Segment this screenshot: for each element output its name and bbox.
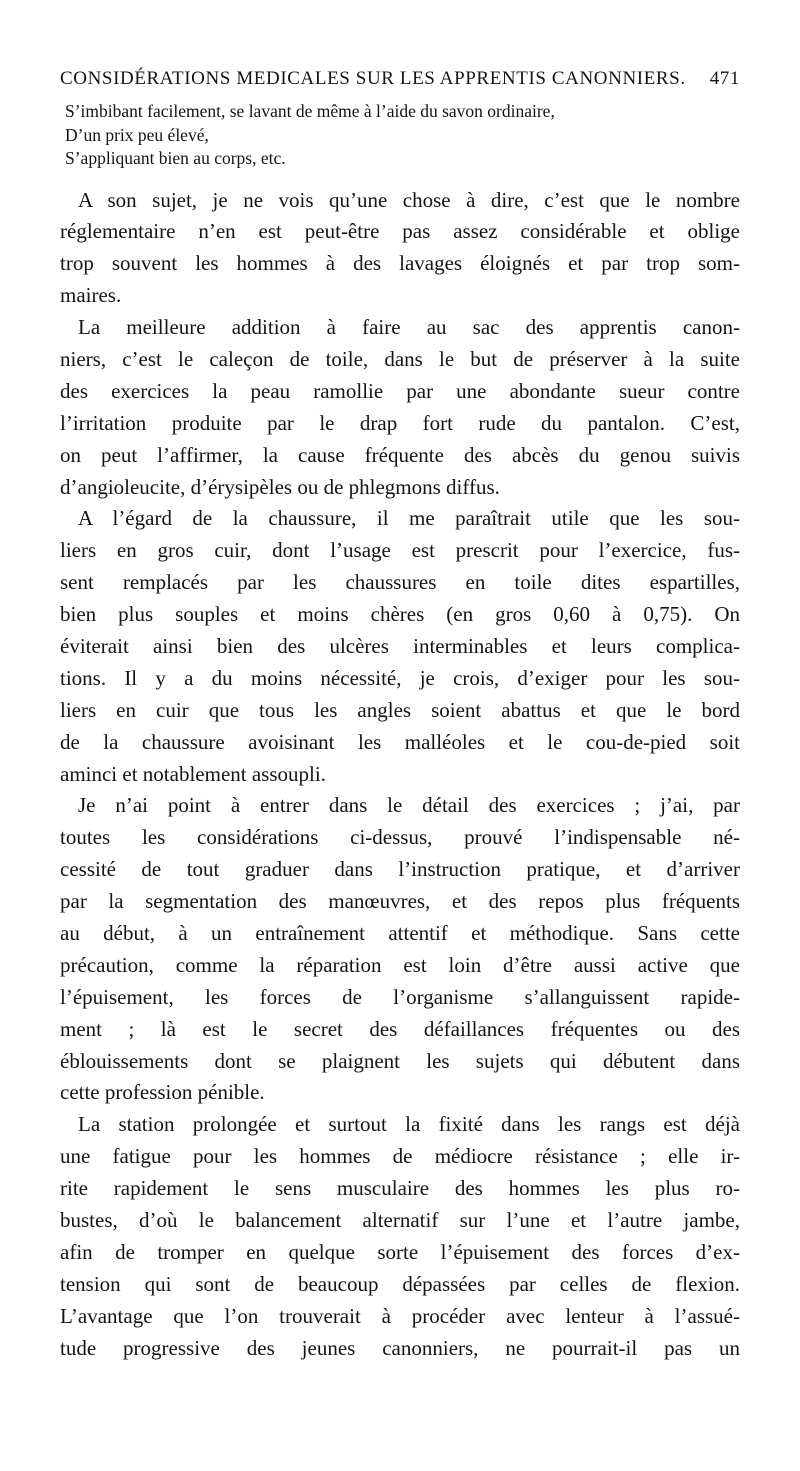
- text-line: tension qui sont de beaucoup dépassées par celles de flexion.: [60, 1271, 740, 1296]
- text-line: La meilleure addition à faire au sac des apprentis canon-: [78, 315, 740, 340]
- text-line: une fatigue pour les hommes de médiocre résistance ; elle ir-: [60, 1144, 740, 1169]
- text-line: par la segmentation des manœuvres, et des repos plus fréquents: [60, 889, 740, 914]
- text-line: éblouissements dont se plaignent les sujets qui débutent dans: [60, 1048, 740, 1073]
- text-block: [60, 100, 740, 1364]
- text-line: au début, à un entraînement attentif et méthodique. Sans cette: [60, 920, 740, 945]
- text-line: tions. Il y a du moins nécessité, je crois, d’exiger pour les sou-: [60, 665, 740, 690]
- text-line: des exercices la peau ramollie par une abondante sueur contre: [60, 378, 740, 403]
- intro-list: [60, 100, 740, 171]
- text-line: réglementaire n’en est peut-être pas assez considérable et oblige: [60, 219, 740, 244]
- text-line: précaution, comme la réparation est loin d’être aussi active que: [60, 952, 740, 977]
- text-line: on peut l’affirmer, la cause fréquente des abcès du genou suivis: [60, 442, 740, 467]
- text-line: bien plus souples et moins chères (en gros 0,60 à 0,75). On: [60, 602, 740, 627]
- text-line: l’irritation produite par le drap fort rude du pantalon. C’est,: [60, 410, 740, 435]
- text-line: cessité de tout graduer dans l’instruction pratique, et d’arriver: [60, 857, 740, 882]
- text-line: afin de tromper en quelque sorte l’épuisement des forces d’ex-: [60, 1239, 740, 1264]
- text-line: de la chaussure avoisinant les malléoles et le cou-de-pied soit: [60, 729, 740, 754]
- body-text: [60, 185, 740, 1364]
- running-header: [60, 68, 740, 90]
- text-line: bustes, d’où le balancement alternatif sur l’une et l’autre jambe,: [60, 1208, 740, 1232]
- intro-line: S’appliquant bien au corps, etc.: [65, 148, 286, 168]
- text-line: A son sujet, je ne vois qu’une chose à dire, c’est que le nombre: [78, 187, 740, 212]
- text-line: niers, c’est le caleçon de toile, dans le but de préserver à la suite: [60, 346, 740, 371]
- text-line: trop souvent les hommes à des lavages éloignés et par trop som-: [60, 251, 740, 276]
- text-line: toutes les considérations ci-dessus, prouvé l’indispensable né-: [60, 825, 740, 850]
- text-line: éviterait ainsi bien des ulcères interminables et leurs complica-: [60, 633, 740, 658]
- text-line: ment ; là est le secret des défaillances fréquentes ou des: [60, 1016, 740, 1041]
- text-line: cette profession pénible.: [60, 1080, 265, 1105]
- text-line: La station prolongée et surtout la fixité dans les rangs est déjà: [78, 1112, 740, 1137]
- text-line: liers en cuir que tous les angles soient abattus et que le bord: [60, 697, 740, 722]
- text-line: L’avantage que l’on trouverait à procéder avec lenteur à l’assué-: [60, 1303, 740, 1328]
- intro-line: D’un prix peu élevé,: [65, 124, 209, 145]
- intro-line: S’imbibant facilement, se lavant de même à l’aide du savon ordinaire,: [65, 101, 555, 121]
- page-number: 471: [709, 68, 740, 89]
- text-line: aminci et notablement assoupli.: [60, 761, 326, 786]
- text-line: Je n’ai point à entrer dans le détail des exercices ; j’ai, par: [78, 793, 740, 818]
- text-line: liers en gros cuir, dont l’usage est prescrit pour l’exercice, fus-: [60, 538, 740, 563]
- text-line: rite rapidement le sens musculaire des hommes les plus ro-: [60, 1176, 740, 1201]
- text-line: d’angioleucite, d’érysipèles ou de phlegmons diffus.: [60, 474, 500, 499]
- text-line: sent remplacés par les chaussures en toile dites espartilles,: [60, 570, 740, 595]
- text-line: l’épuisement, les forces de l’organisme s’allanguissent rapide-: [60, 984, 740, 1009]
- text-line: tude progressive des jeunes canonniers, ne pourrait-il pas un: [60, 1335, 740, 1360]
- text-line: A l’égard de la chaussure, il me paraîtrait utile que les sou-: [78, 506, 740, 531]
- running-title: CONSIDÉRATIONS MEDICALES SUR LES APPRENTIS CANONNIERS.: [60, 68, 686, 89]
- text-line: maires.: [60, 283, 122, 308]
